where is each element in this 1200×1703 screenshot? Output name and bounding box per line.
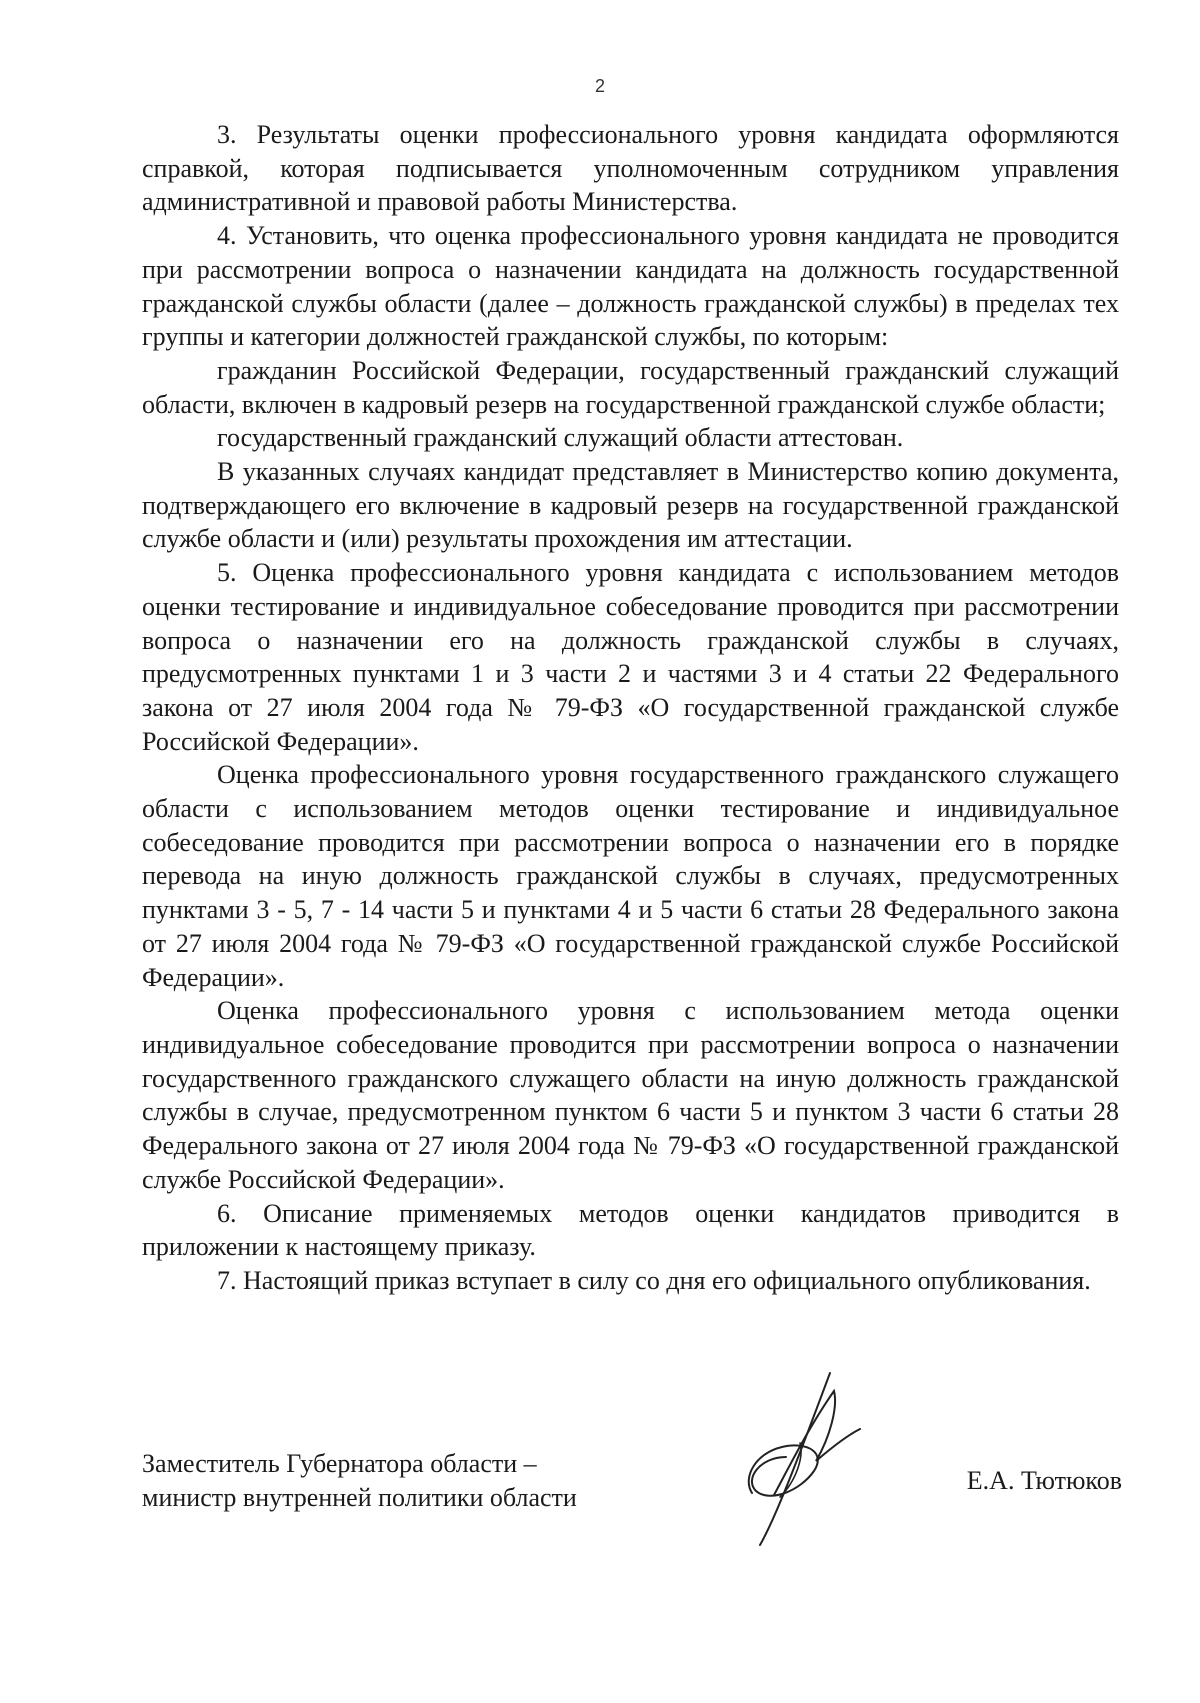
signatory-name: Е.А. Тютюков	[966, 1466, 1122, 1495]
paragraph-7: 7. Настоящий приказ вступает в силу со дня его официального опубликования.	[217, 1265, 1091, 1295]
paragraph-3: 3. Результаты оценки профессионального уровня кандидата оформляются справкой, которая подписывается уполномоченным сотрудником управления административной и правовой работы Министерства.	[142, 120, 1119, 217]
paragraph-6: 6. Описание применяемых методов оценки кандидатов приводится в приложении к настоящему приказу.	[142, 1198, 1119, 1262]
signatory-position-line-2: министр внутренней политики области	[142, 1483, 577, 1512]
paragraph-5-transfer: Оценка профессионального уровня государственного гражданского служащего области с использованием методов оценки тестирование и индивидуальное собеседование проводится при рассмотрении вопроса о назначении его в порядке перевода на иную должность гражданской службы в случаях, предусмотренных пунктами 3 - 5, 7 - 14 части 5 и пунктами 4 и 5 части 6 статьи 28 Федерального закона от 27 июля 2004 года № 79-ФЗ «О государственной гражданской службе Российской Федерации».	[142, 760, 1119, 992]
signatory-position	[142, 1447, 577, 1515]
document-body	[142, 118, 1119, 1298]
paragraph-4: 4. Установить, что оценка профессионального уровня кандидата не проводится при рассмотрении вопроса о назначении кандидата на должность государственной гражданской службы области (далее – должность гражданской службы) в пределах тех группы и категории должностей гражданской службы, по которым:	[142, 221, 1119, 352]
paragraph-4-note: В указанных случаях кандидат представляет в Министерство копию документа, подтверждающего его включение в кадровый резерв на государственной гражданской службе области и (или) результаты прохождения им аттестации.	[142, 457, 1119, 554]
paragraph-5-interview: Оценка профессионального уровня с использованием метода оценки индивидуальное собеседование проводится при рассмотрении вопроса о назначении государственного гражданского служащего области на иную должность гражданской службы в случае, предусмотренном пунктом 6 части 5 и пунктом 3 части 6 статьи 28 Федерального закона от 27 июля 2004 года № 79-ФЗ «О государственной гражданской службе Российской Федерации».	[142, 996, 1119, 1194]
page-number: 2	[594, 76, 605, 96]
paragraph-5: 5. Оценка профессионального уровня кандидата с использованием методов оценки тестирование и индивидуальное собеседование проводится при рассмотрении вопроса о назначении его на должность гражданской службы в случаях, предусмотренных пунктами 1 и 3 части 2 и частями 3 и 4 статьи 22 Федерального закона от 27 июля 2004 года № 79-ФЗ «О государственной гражданской службе Российской Федерации».	[142, 558, 1119, 756]
signatory-position-line-1: Заместитель Губернатора области –	[142, 1449, 537, 1478]
paragraph-4-item-2: государственный гражданский служащий области аттестован.	[217, 423, 904, 453]
paragraph-4-item-1: гражданин Российской Федерации, государственный гражданский служащий области, включен в кадровый резерв на государственной гражданской службе области;	[142, 355, 1119, 419]
signature-block	[142, 1447, 1122, 1567]
